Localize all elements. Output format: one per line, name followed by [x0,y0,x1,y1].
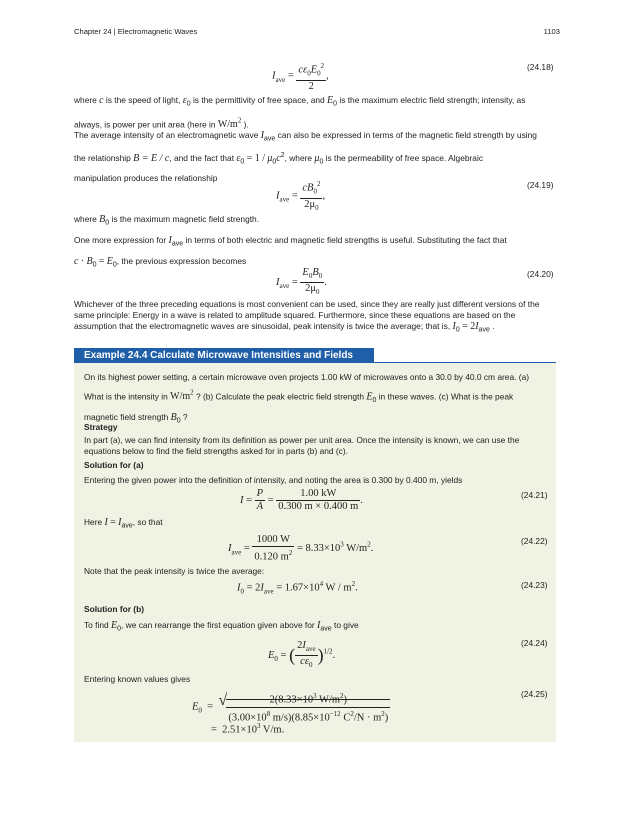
equation-24-19: $I_{ave}$ = $\frac{cB_0^2}{2\mu_0}$ , [276,180,326,212]
equation-number: (24.21) [521,490,548,500]
equation-number: (24.23) [521,580,548,590]
equation-24-22: $I_{ave}$ = $\frac{1000 W}{0.120 m^2}$ = $8.33\times 10^3$ $W/m^2$. [228,534,374,563]
paragraph-magnetic: The average intensity of an electromagnetic wave $I_{ave}$ can also be expressed in terms of the magnetic field strength by using the relationship B = E / c, and the fact that $\varepsilon_0 = 1 / \mu_0c^2$, where $\mu_0$ is the permeability of free space. Algebraic manipulation produces the relationship [74,130,537,184]
equation-24-18: $I_{ave}$ = $\frac{c\varepsilon_0E_0^2}{2}$ , [272,62,329,92]
paragraph-b0: where $B_0$ is the maximum magnetic field strength. [74,214,260,227]
equation-number: (24.22) [521,536,548,546]
solution-a-heading: Solution for (a) [84,460,144,470]
paragraph-definitions: where c is the speed of light, $\varepsilon_0$ is the permittivity of free space, and $E_0$ is the maximum electric field strength; intensity, as always, is power per unit area (here in $W/m^2$ ). [74,95,526,130]
find-text: To find $E_0$, we can rearrange the first equation given above for $I_{ave}$ to give [84,620,359,633]
equation-number: (24.18) [527,62,554,72]
here-text: Here $I = I_{ave}$, so that [84,517,163,530]
equation-24-24: $E_0$ = ( $\frac{2I_{ave}}{c\varepsilon_0}$ )$^{1/2}$. [268,640,336,670]
solution-a-text: Entering the given power into the definition of intensity, and noting the area is 0.300 by 0.400 m, yields [84,475,463,485]
equation-number: (24.25) [521,689,548,699]
equation-number: (24.24) [521,638,548,648]
peak-note: Note that the peak intensity is twice the average: [84,566,265,576]
equation-24-23: $I_0 = 2I_{ave} = 1.67\times 10^4$ W / $m^2$. [237,580,358,596]
strategy-heading: Strategy [84,422,118,432]
equation-number: (24.20) [527,269,554,279]
equation-24-25: $E_0$ = √ $\frac{2(8.33\times 10^3 W/m^2)}{(3.00\times 10^8 m/s)(8.85\times 10^{-12} C^2/N \cdot m^2)}$ [192,692,389,723]
equation-number: (24.19) [527,180,554,190]
chapter-header: Chapter 24 | Electromagnetic Waves [74,27,198,36]
known-values-text: Entering known values gives [84,674,191,684]
paragraph-summary: Whichever of the three preceding equations is most convenient can be used, since they are really just different versions of the same principle: Energy in a wave is related to amplitude squared. Furthermore, since these equations are based on the assumption that the electromagnetic waves are sinusoidal, peak intensity is twice the average; that is, $I_0 = 2I_{ave}$ . [74,299,540,334]
page-number: 1103 [543,27,560,36]
solution-b-heading: Solution for (b) [84,604,145,614]
paragraph-combined: One more expression for $I_{ave}$ in terms of both electric and magnetic field strengths is useful. Substituting the fact that $c \cdot B_0 = E_0$, the previous expression becomes [74,235,507,269]
strategy-text: In part (a), we can find intensity from its definition as power per unit area. Once the intensity is known, we can use the equations below to find the field strengths asked for in parts (b) and (c). [84,435,520,456]
example-intro: On its highest power setting, a certain microwave oven projects 1.00 kW of microwaves onto a 30.0 by 40.0 cm area. (a) What is the intensity in $W/m^2$ ? (b) Calculate the peak electric field strength $E_0$ in these waves. (c) What is the peak magnetic field strength $B_0$ ? [84,372,530,425]
equation-24-21: I = $\frac{P}{A}$ = $\frac{1.00 kW}{0.300 m \times 0.400 m}$ . [240,488,363,512]
equation-24-25-result: = $2.51\times 10^3$ V/m. [211,722,285,736]
equation-24-20: $I_{ave}$ = $\frac{E_0B_0}{2\mu_0}$ . [276,267,327,297]
example-title: Example 24.4 Calculate Microwave Intensities and Fields [74,348,374,363]
